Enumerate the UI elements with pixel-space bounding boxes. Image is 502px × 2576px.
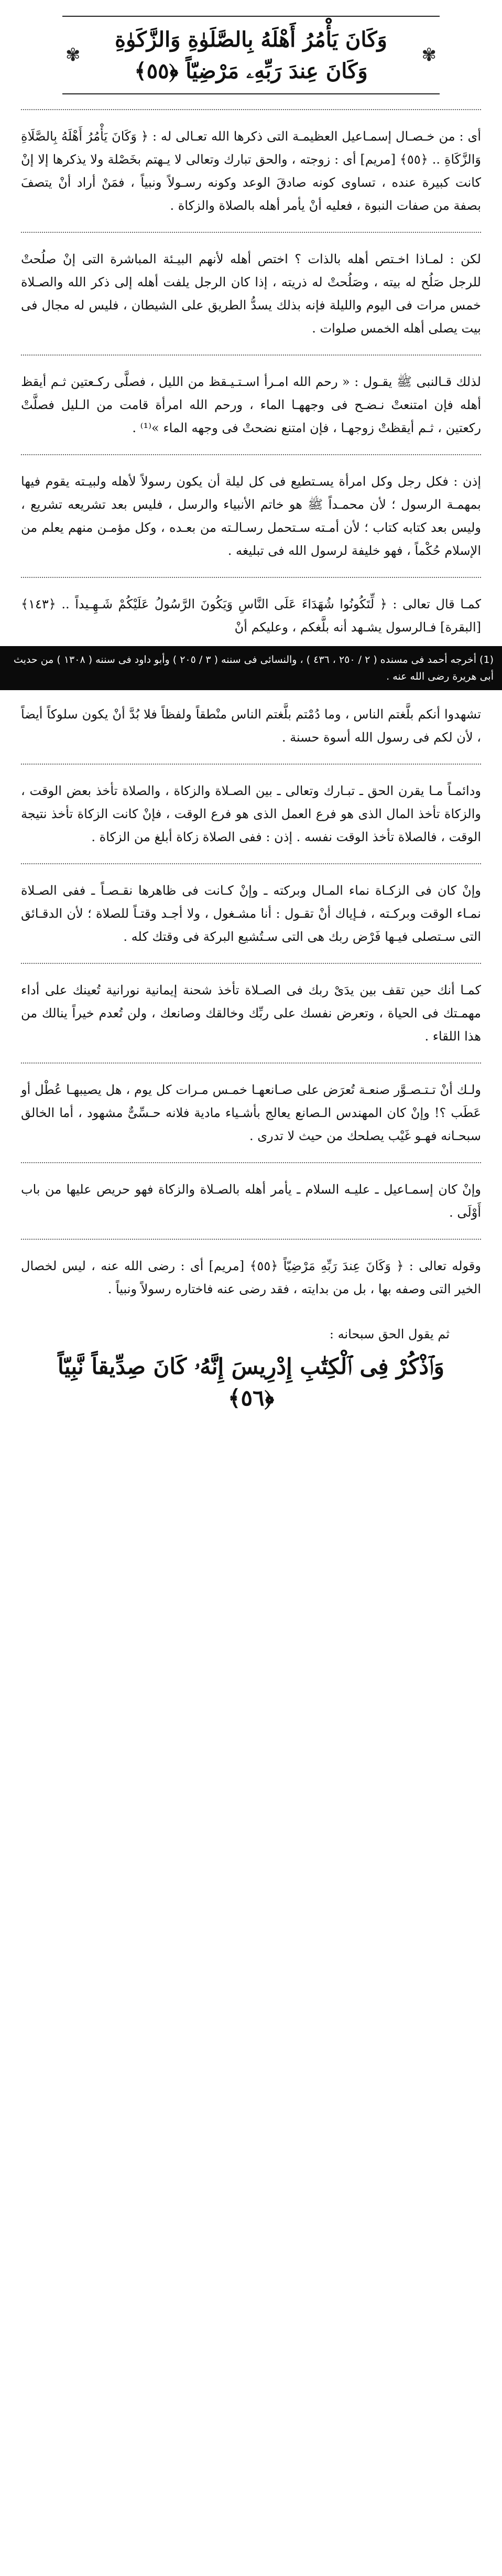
- closing-ayah-line: وَٱذْكُرْ فِى ٱلْكِتَٰبِ إِدْرِيسَ إِنَّهُۥ كَانَ صِدِّيقاً نَّبِيّاً ﴿٥٦﴾: [58, 1354, 444, 1411]
- footnote-box: [0, 646, 502, 690]
- paragraph-9: كمـا أنك حين تقف بين يدَىْ ربك فى الصـلاة تأخذ شحنة إيمانية نورانية تُعينك على أداء مهمـتك فى الحياة ، وتعرض نفسك على ربِّك وخالقك وصانعك ، ولن تُعدم خيراً ينالك من هذا اللقاء .: [21, 983, 481, 1044]
- paragraph-6: تشهدوا أنكم بلَّغتم الناس ، وما دُمْتم بلَّغتم الناس منْطقاً ولفظاً فلا بُدَّ أنْ يكون سلوكاً أيضاً ، لأن لكم فى رسول الله أسوة حسنة .: [21, 707, 481, 745]
- ornament-icon: ✾: [421, 45, 436, 66]
- page: [14, 16, 494, 2576]
- divider: [21, 1162, 481, 1163]
- paragraph-7: ودائمـاً مـا يقرن الحق ـ تبـارك وتعالى ـ بين الصـلاة والزكاة ، والصلاة تأخذ بعض الوقت ، والزكاة تأخذ المال الذى هو فرع العمل الذى هو فرع الوقت ، فإنْ كانت الزكاة تأخذ نتيجة الوقت ، فالصلاة تأخذ الوقت نفسه . إذن : ففى الصلاة زكاة أبلغ من الزكاة .: [21, 783, 481, 844]
- header-ayah-line-1: وَكَانَ يَأْمُرُ أَهْلَهُ بِالصَّلَوٰةِ وَالزَّكَوٰةِ: [115, 27, 387, 52]
- ornament-icon: ✾: [66, 45, 81, 66]
- divider: [21, 577, 481, 578]
- divider: [21, 1062, 481, 1064]
- closing-ayah-banner: [36, 1347, 466, 1422]
- footnote-text: (1) أخرجه أحمد فى مسنده ( ٢ / ٢٥٠ ، ٤٣٦ ) ، والنسائى فى سننه ( ٣ / ٢٠٥ ) وأبو داود فى سننه ( ١٣٠٨ ) من حديث أبى هريرة رضى الله عنه .: [14, 654, 494, 682]
- divider: [21, 454, 481, 455]
- closing-intro: ثم يقول الحق سبحانه :: [329, 1327, 450, 1341]
- divider: [21, 232, 481, 233]
- header-ayah-banner: [62, 16, 440, 94]
- paragraph-2: لكن : لمـاذا اخـتص أهله بالذات ؟ اختص أهله لأنهم البيـئة المباشرة التى إنْ صلُحتْ للرجل صَلُح له بيته ، وصَلُحتْ له ذريته ، إذا كان الرجل يلفت أهله إلى ذكر الله والصـلاة خمس مرات فى اليوم والليلة فإنه بذلك يسدُّ الطريق على الشيطان ، فليس له مجال فى بيت يصلى أهله الخمس صلوات .: [21, 252, 481, 336]
- divider: [21, 1239, 481, 1240]
- paragraph-3: لذلك قـالنبى ﷺ يقـول : « رحم الله امـرأ اسـتـيـقظ من الليل ، فصلَّى ركـعتين ثـم أيقظ أهله فإن امتنعتْ نـضـح فى وجههـا الماء ، ورحم الله امرأة قامت من الـليل فصلَّتْ ركعتين ، ثـم أيقظتْ زوجهـا ، فإن امتنع نضحتْ فى وجهه الماء »⁽¹⁾ .: [21, 374, 481, 435]
- paragraph-10: ولـك أنْ تـتـصـوَّر صنعـة تُعرَض على صـانعهـا خمـس مـرات كل يوم ، هل يصيبهـا عُطْل أو عَطَب ؟! وإنْ كان المهندس الـصانع يعالج بأشـياء مادية فلانه حـسِّىٌّ مشهود ، أما الخالق سبحـانه فهـو غَيْب يصلحك من حيث لا تدرى .: [21, 1082, 481, 1143]
- paragraph-1: أى : من خـصـال إسمـاعيل العظيمـة التى ذكرها الله تعـالى له : ﴿ وَكَانَ يَأْمُرُ أَهْلَهُ بِالصَّلَاةِ وَالزَّكَاةِ .. ﴿٥٥﴾ [مريم] أى : زوجته ، والحق تبارك وتعالى لا يـهتم بخَصْلة ولا يذكرها إلا إنْ كانت كبيرة عنده ، تساوى كونه صادقَ الوعد وكونه رسـولاً ونبياً ، فمَنْ أراد أنْ يتصفَ بصفة من صفات النبوة ، فعليه أنْ يأمر أهله بالصلاة والزكاة .: [21, 129, 482, 213]
- header-ayah-line-2: وَكَانَ عِندَ رَبِّهِۦ مَرْضِيّاً ﴿٥٥﴾: [134, 59, 368, 83]
- paragraph-11: وإنْ كان إسمـاعيل ـ عليـه السلام ـ يأمر أهله بالصـلاة والزكاة فهو حريص عليها من باب أَوْلَى .: [21, 1182, 481, 1220]
- paragraph-5: كمـا قال تعالى : ﴿ لِّتَكُونُوا شُهَدَاءَ عَلَى النَّاسِ وَيَكُونَ الرَّسُولُ عَلَيْكُمْ شَـهِـيداً .. ﴿١٤٣﴾ [البقرة] فـالرسول يشـهد أنه بلَّغكم ، وعليكم أنْ: [21, 597, 481, 635]
- paragraph-8: وإنْ كان فى الزكـاة نماء المـال وبركته ـ وإنْ كـانت فى ظاهرها نقـصـاً ـ ففى الصـلاة نمـاء الوقت وبركـته ، فـإياك أنْ تقـول : أنا مشـغول ، ولا أجـد وقتـاً للصلاة ؛ لأن الدقـائق التى سـتصلى فيـها فَرْض ربك هى التى سـتُشيع البركة فى وقتك كله .: [21, 883, 481, 944]
- divider: [21, 355, 481, 356]
- divider: [21, 109, 481, 110]
- paragraph-4: إذن : فكل رجل وكل امرأة يسـتطيع فى كل ليلة أن يكون رسولاً لأهله ولبيـته يقوم فيها بمهمـة الرسول ؛ لأن محمـداً ﷺ هو خاتم الأنبياء والرسل ، فليس بعد تشريعه تشريع ، وليس بعد كتابه كتاب ؛ لأن أمـته سـتحمل رسـالـته من بعـده ، وكل مؤمـن منهم يعلم من الإسلام حُكْماً ، فهو خليفة لرسول الله فى تبليغه .: [21, 474, 481, 558]
- divider: [21, 863, 481, 864]
- divider: [21, 963, 481, 964]
- paragraph-12: وقوله تعالى : ﴿ وَكَانَ عِندَ رَبِّهِ مَرْضِيّاً ﴿٥٥﴾ [مريم] أى : رضى الله عنه ، ليس لخصال الخير التى وصفه بها ، بل من بدايته ، فقد رضى عنه فاختاره رسولاً ونبياً .: [21, 1259, 481, 1296]
- blank-area: [21, 1422, 481, 2576]
- divider: [21, 764, 481, 765]
